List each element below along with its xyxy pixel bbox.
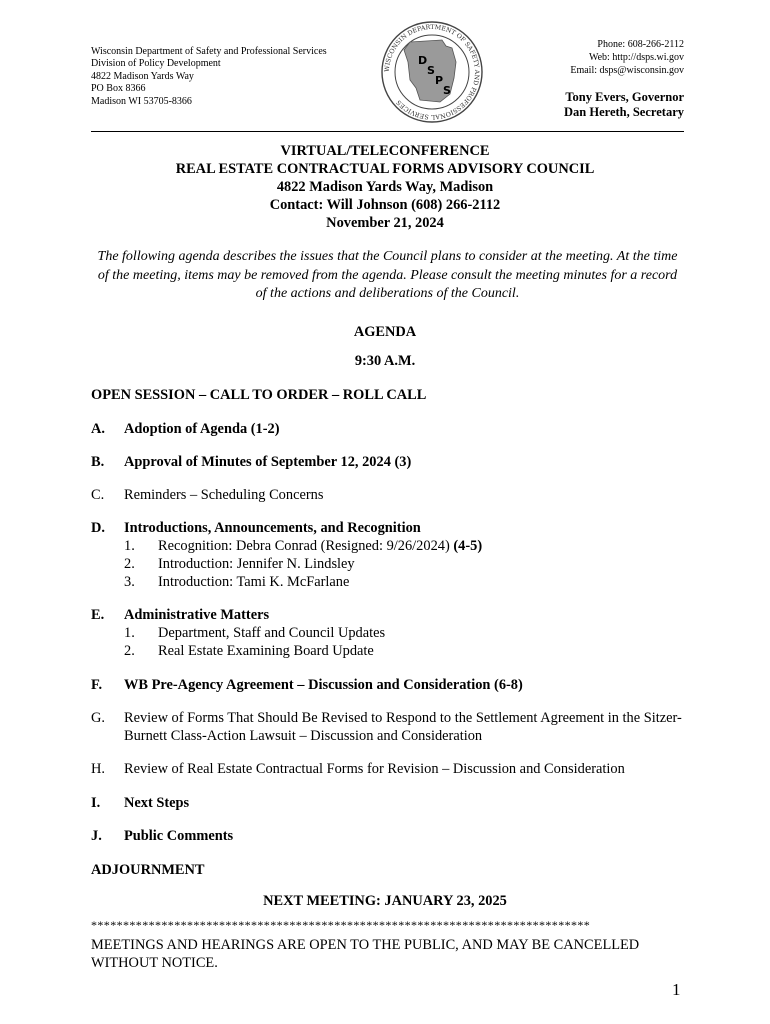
sub-item — [124, 555, 691, 573]
sub-item-text: Real Estate Examining Board Update — [158, 643, 374, 659]
sub-item-number: 3. — [124, 574, 135, 590]
agenda-item-d — [91, 519, 691, 591]
item-letter: D. — [91, 520, 105, 536]
item-text: Next Steps — [124, 795, 190, 811]
meeting-format: VIRTUAL/TELECONFERENCE — [280, 143, 490, 159]
item-text: Introductions, Announcements, and Recognition — [124, 520, 421, 536]
item-text: WB Pre-Agency Agreement – Discussion and Consideration (6-8) — [124, 677, 523, 693]
public-notice: MEETINGS AND HEARINGS ARE OPEN TO THE PUBLIC, AND MAY BE CANCELLED WITHOUT NOTICE. — [91, 937, 640, 971]
page-number: 1 — [672, 980, 681, 999]
sub-item — [124, 624, 691, 642]
item-text: Administrative Matters — [124, 607, 270, 623]
secretary: Dan Hereth, Secretary — [564, 105, 684, 119]
web-line: Web: http://dsps.wi.gov — [588, 52, 684, 63]
adjournment-heading: ADJOURNMENT — [91, 862, 205, 878]
meeting-location: 4822 Madison Yards Way, Madison — [276, 179, 494, 195]
address-line: Madison WI 53705-8366 — [91, 95, 192, 107]
item-text: Public Comments — [124, 828, 234, 844]
item-text: Adoption of Agenda (1-2) — [124, 421, 280, 437]
item-letter: C. — [91, 487, 105, 503]
department-address — [91, 46, 327, 108]
svg-text:WISCONSIN DEPARTMENT OF SAFETY: WISCONSIN DEPARTMENT OF SAFETY AND PROFESSIONAL SERVICES — [383, 23, 481, 121]
header-divider — [91, 131, 684, 132]
agenda-item-j — [91, 827, 691, 845]
agenda-item-f — [91, 676, 691, 694]
sub-item-text: Introduction: Tami K. McFarlane — [158, 574, 350, 590]
agenda-item-e — [91, 606, 691, 660]
agenda-item-h — [91, 760, 691, 778]
item-text: Review of Forms That Should Be Revised to Respond to the Settlement Agreement in the Sitzer-Burnett Class-Action Lawsuit – Discussion and Consideration — [124, 710, 682, 744]
agenda-item-c — [91, 486, 691, 504]
meeting-contact: Contact: Will Johnson (608) 266-2112 — [269, 197, 501, 213]
svg-text:P: P — [435, 74, 444, 87]
separator-line: ****************************************************************************** — [91, 918, 591, 932]
sub-item-number: 1. — [124, 538, 135, 554]
item-text: Reminders – Scheduling Concerns — [124, 487, 324, 503]
open-session-heading: OPEN SESSION – CALL TO ORDER – ROLL CALL — [91, 387, 427, 403]
item-text: Approval of Minutes of September 12, 2024 (3) — [124, 454, 412, 470]
item-letter: J. — [91, 828, 102, 844]
agenda-item-b — [91, 453, 691, 471]
sub-item-text: Department, Staff and Council Updates — [158, 625, 386, 641]
next-meeting: NEXT MEETING: JANUARY 23, 2025 — [263, 893, 507, 909]
item-letter: B. — [91, 454, 105, 470]
sub-item — [124, 573, 691, 591]
address-line: PO Box 8366 — [91, 83, 146, 95]
governor: Tony Evers, Governor — [565, 90, 684, 104]
sub-item-number: 1. — [124, 625, 135, 641]
item-letter: E. — [91, 607, 105, 623]
item-letter: I. — [91, 795, 101, 811]
sub-item-text: Recognition: Debra Conrad (Resigned: 9/26/2024) — [158, 538, 450, 554]
officials — [564, 90, 684, 120]
dsps-seal-logo — [380, 18, 484, 126]
sub-item — [124, 642, 691, 660]
svg-text:D: D — [418, 54, 428, 67]
svg-text:S: S — [443, 84, 451, 97]
email-line: Email: dsps@wisconsin.gov — [570, 65, 684, 76]
agenda-item-i — [91, 794, 691, 812]
sub-item-ref: (4-5) — [453, 538, 483, 554]
sub-item-number: 2. — [124, 643, 135, 659]
address-line: 4822 Madison Yards Way — [91, 70, 194, 82]
item-letter: G. — [91, 710, 105, 726]
phone-line: Phone: 608-266-2112 — [597, 39, 684, 50]
svg-text:S: S — [427, 64, 435, 77]
meeting-title-block — [0, 142, 770, 232]
sub-item-number: 2. — [124, 556, 135, 572]
meeting-date: November 21, 2024 — [326, 215, 444, 231]
item-letter: H. — [91, 761, 105, 777]
item-letter: F. — [91, 677, 103, 693]
item-letter: A. — [91, 421, 105, 437]
agenda-item-g — [91, 709, 691, 745]
address-line: Division of Policy Development — [91, 58, 221, 70]
agenda-item-a — [91, 420, 691, 438]
sub-item — [124, 537, 691, 555]
contact-info — [570, 38, 684, 77]
council-name: REAL ESTATE CONTRACTUAL FORMS ADVISORY COUNCIL — [175, 161, 595, 177]
item-text: Review of Real Estate Contractual Forms for Revision – Discussion and Consideration — [124, 761, 625, 777]
agenda-time: 9:30 A.M. — [354, 353, 416, 369]
address-line: Wisconsin Department of Safety and Professional Services — [91, 46, 327, 57]
intro-paragraph: The following agenda describes the issues that the Council plans to consider at the meeting. At the time of the meeting, items may be removed from the agenda. Please consult the meeting minutes for a record of the actions and deliberations of the Council. — [97, 249, 678, 301]
agenda-heading: AGENDA — [353, 324, 417, 340]
sub-item-text: Introduction: Jennifer N. Lindsley — [158, 556, 355, 572]
